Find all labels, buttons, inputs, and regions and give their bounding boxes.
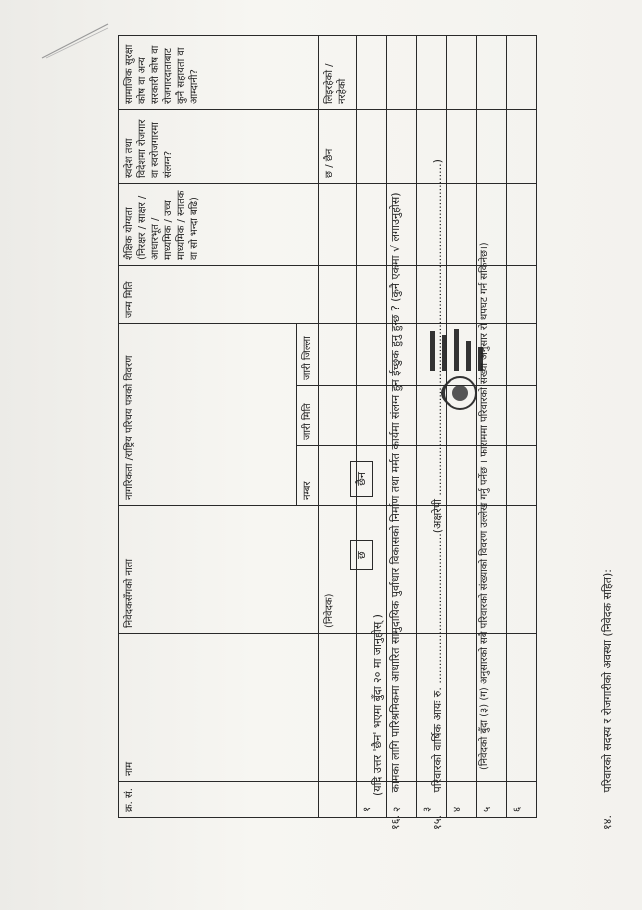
input-cell[interactable] xyxy=(357,110,387,184)
input-cell[interactable] xyxy=(357,324,387,386)
section-16-question: कामका लागि पारिश्रमिकमा आधारित सामुदायिक पुर्वाधार विकासको निर्माण तथा मर्मत कार्यमा संलग्न हुन ईच्छुक हुनु हुन्छ ? (कुनै एकमा √ लगाउनुहोस) xyxy=(389,192,402,793)
input-cell[interactable] xyxy=(357,184,387,266)
input-cell[interactable] xyxy=(357,36,387,110)
row-number: ३ xyxy=(417,782,447,818)
input-cell[interactable] xyxy=(447,446,477,506)
header-relation: निवेदकसँगको नाता xyxy=(119,506,319,634)
section-14-title: परिवारको सदस्य र रोजगारीको अवस्था (निवेदक सहित): xyxy=(601,569,614,793)
yes-no-options xyxy=(350,421,373,570)
input-cell[interactable] xyxy=(507,266,537,324)
section-15: १५. परिवारको वार्षिक आयः रु. ...........................................(अक्षरेपी ...............................................................................................) xyxy=(431,159,444,830)
header-dob: जन्म मिति xyxy=(119,266,319,324)
row-number: ६ xyxy=(507,782,537,818)
hint-employment: छ / छैन xyxy=(319,110,357,184)
input-cell[interactable] xyxy=(387,110,417,184)
input-cell[interactable] xyxy=(507,446,537,506)
section-14: १४. परिवारको सदस्य र रोजगारीको अवस्था (निवेदक सहित): xyxy=(601,569,614,830)
header-issue-date: जारी मिति xyxy=(297,386,319,446)
hint-relation: (निवेदक) xyxy=(319,506,357,634)
table-row xyxy=(447,36,477,818)
input-cell[interactable] xyxy=(447,110,477,184)
header-employment: स्वदेश तथा विदेशमा रोजगार वा स्वरोजगारमा संलग्न? xyxy=(119,110,319,184)
header-social-security: सामाजिक सुरक्षा कोष वा अन्य सरकारी कोष वा रोजगारदाताबाट कुनै सहायता वा आम्दानी? xyxy=(119,36,319,110)
input-cell[interactable] xyxy=(447,386,477,446)
family-members-table xyxy=(118,35,537,818)
input-cell[interactable] xyxy=(447,324,477,386)
input-cell[interactable] xyxy=(477,110,507,184)
input-cell[interactable] xyxy=(417,36,447,110)
section-16: १६. कामका लागि पारिश्रमिकमा आधारित सामुदायिक पुर्वाधार विकासको निर्माण तथा मर्मत कार्यमा संलग्न हुन ईच्छुक हुनु हुन्छ ? (कुनै एकमा √ लगाउनुहोस) xyxy=(389,192,402,830)
input-cell[interactable] xyxy=(447,266,477,324)
hint-social-security: लिइरहेको / नरहेको xyxy=(319,36,357,110)
annual-income-field[interactable]: परिवारको वार्षिक आयः रु. ...........................................(अक्षरेपी ...............................................................................................) xyxy=(431,159,444,793)
input-cell[interactable] xyxy=(477,36,507,110)
row-number: १ xyxy=(357,782,387,818)
input-cell[interactable] xyxy=(447,36,477,110)
table-row xyxy=(507,36,537,818)
input-cell[interactable] xyxy=(357,266,387,324)
row-number: ५ xyxy=(477,782,507,818)
input-cell[interactable] xyxy=(507,184,537,266)
input-cell[interactable] xyxy=(447,184,477,266)
option-yes-box[interactable]: छ xyxy=(350,540,373,570)
table-note: (निवेदको बुँदा (३) (ग) अनुसारको सबै परिवारको संख्याको विवरण उल्लेख गर्नु पर्नेछ । फाराममा परिवारको संख्या अनुसार रो थपघट गर्न सकिनेछ।) xyxy=(479,242,490,770)
input-cell[interactable] xyxy=(447,506,477,634)
section-16-instruction: (यदि उत्तर 'छैन' भएमा बुँदा २० मा जानुहोस् ) xyxy=(371,614,384,796)
input-cell[interactable] xyxy=(447,634,477,782)
option-no-box[interactable]: छैन xyxy=(350,461,373,497)
row-number: २ xyxy=(387,782,417,818)
input-cell[interactable] xyxy=(387,36,417,110)
input-cell[interactable] xyxy=(507,386,537,446)
header-citizenship-number: नम्बर xyxy=(297,446,319,506)
input-cell[interactable] xyxy=(507,110,537,184)
row-number: ४ xyxy=(447,782,477,818)
input-cell[interactable] xyxy=(507,324,537,386)
header-issue-district: जारी जिल्ला xyxy=(297,324,319,386)
input-cell[interactable] xyxy=(507,634,537,782)
input-cell[interactable] xyxy=(507,36,537,110)
input-cell[interactable] xyxy=(507,506,537,634)
header-sn: क्र. सं. xyxy=(119,782,319,818)
header-citizenship: नागरिकता /राष्ट्रिय परिचय पत्रको विवरण xyxy=(119,324,297,506)
header-name: नाम xyxy=(119,634,319,782)
header-education: शैक्षिक योग्यता (निरक्षर / साक्षर / आधारभूत / माध्यमिक / उच्च माध्यमिक / स्नातक वा सो भन्दा बढि) xyxy=(119,184,319,266)
